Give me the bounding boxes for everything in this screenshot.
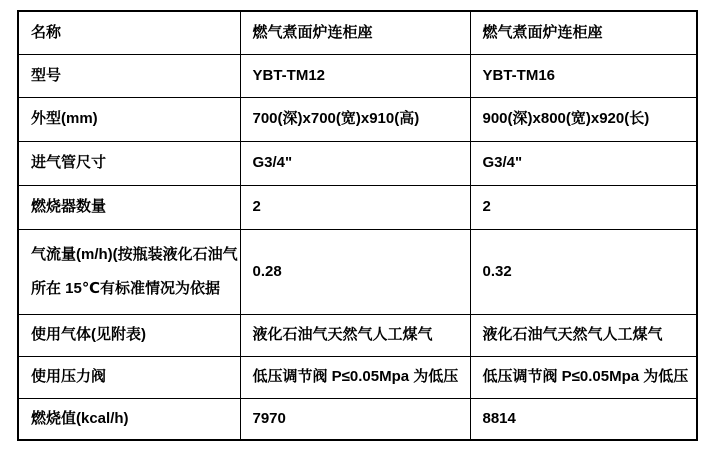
cell-tm12-model: YBT-TM12 <box>240 54 470 97</box>
row-label <box>18 229 240 314</box>
table-row-name <box>18 11 697 54</box>
cell-tm16-gas-type: 液化石油气天然气人工煤气 <box>470 314 697 356</box>
table-row-dimensions <box>18 97 697 141</box>
cell-tm16-gas-flow: 0.32 <box>470 229 697 314</box>
cell-tm16-name: 燃气煮面炉连柜座 <box>470 11 697 54</box>
cell-tm16-pressure-valve: 低压调节阀 P≤0.05Mpa 为低压 <box>470 356 697 398</box>
cell-tm16-burner-count: 2 <box>470 185 697 229</box>
row-label: 名称 <box>18 11 240 54</box>
row-label: 进气管尺寸 <box>18 141 240 185</box>
table-row-gas-flow <box>18 229 697 314</box>
table-row-heating-value <box>18 398 697 440</box>
cell-tm12-burner-count: 2 <box>240 185 470 229</box>
row-label: 燃烧器数量 <box>18 185 240 229</box>
cell-tm12-inlet-pipe-size: G3/4" <box>240 141 470 185</box>
row-label-line1: 气流量(m/h)(按瓶装液化石油气 <box>31 246 238 263</box>
row-label-line2: 所在 15℃有标准情况为依据 <box>31 279 221 297</box>
row-label: 使用压力阀 <box>18 356 240 398</box>
cell-tm16-model: YBT-TM16 <box>470 54 697 97</box>
row-label: 燃烧值(kcal/h) <box>18 398 240 440</box>
row-label: 型号 <box>18 54 240 97</box>
cell-tm12-gas-type: 液化石油气天然气人工煤气 <box>240 314 470 356</box>
cell-tm16-inlet-pipe-size: G3/4" <box>470 141 697 185</box>
cell-tm12-dimensions: 700(深)x700(宽)x910(高) <box>240 97 470 141</box>
table-row-inlet-pipe-size <box>18 141 697 185</box>
row-label: 使用气体(见附表) <box>18 314 240 356</box>
row-label: 外型(mm) <box>18 97 240 141</box>
table-row-gas-type <box>18 314 697 356</box>
cell-tm12-gas-flow: 0.28 <box>240 229 470 314</box>
cell-tm12-name: 燃气煮面炉连柜座 <box>240 11 470 54</box>
spec-table <box>17 10 698 441</box>
cell-tm12-heating-value: 7970 <box>240 398 470 440</box>
table-row-pressure-valve <box>18 356 697 398</box>
cell-tm16-heating-value: 8814 <box>470 398 697 440</box>
cell-tm12-pressure-valve: 低压调节阀 P≤0.05Mpa 为低压 <box>240 356 470 398</box>
table-row-burner-count <box>18 185 697 229</box>
table-row-model <box>18 54 697 97</box>
cell-tm16-dimensions: 900(深)x800(宽)x920(长) <box>470 97 697 141</box>
